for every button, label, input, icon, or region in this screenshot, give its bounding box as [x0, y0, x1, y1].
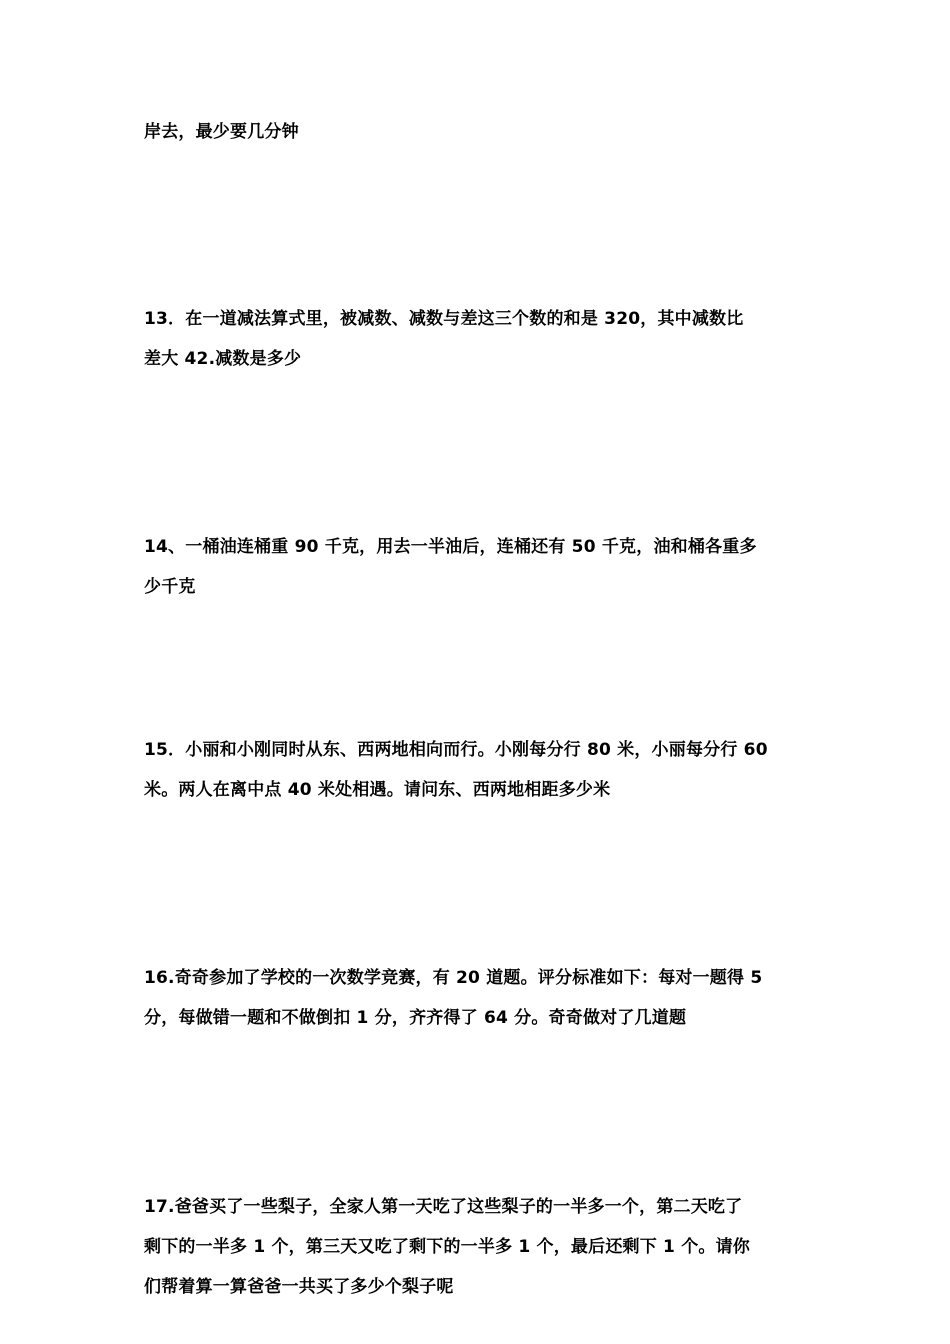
- question-text-line: 16.奇奇参加了学校的一次数学竞赛，有 20 道题。评分标准如下：每对一题得 5: [144, 968, 763, 988]
- question-text-line: 差大 42.减数是多少: [144, 349, 302, 369]
- question-text-line: 剩下的一半多 1 个，第三天又吃了剩下的一半多 1 个，最后还剩下 1 个。请你: [144, 1237, 750, 1257]
- question-text-line: 少千克: [144, 577, 196, 597]
- question-text-line: 们帮着算一算爸爸一共买了多少个梨子呢: [144, 1277, 454, 1297]
- question-text-line: 米。两人在离中点 40 米处相遇。请问东、西两地相距多少米: [144, 780, 611, 800]
- question-16: [144, 958, 814, 1038]
- question-text-line: 14、一桶油连桶重 90 千克，用去一半油后，连桶还有 50 千克，油和桶各重多: [144, 537, 757, 557]
- question-15: [144, 730, 814, 810]
- question-12-continuation: [144, 112, 814, 152]
- question-13: [144, 299, 814, 379]
- question-14: [144, 527, 814, 607]
- question-17: [144, 1187, 814, 1307]
- question-text-line: 15．小丽和小刚同时从东、西两地相向而行。小刚每分行 80 米，小丽每分行 60: [144, 740, 768, 760]
- question-text-line: 17.爸爸买了一些梨子，全家人第一天吃了这些梨子的一半多一个，第二天吃了: [144, 1197, 743, 1217]
- question-text-line: 13．在一道减法算式里，被减数、减数与差这三个数的和是 320，其中减数比: [144, 309, 744, 329]
- question-text-line: 分，每做错一题和不做倒扣 1 分，齐齐得了 64 分。奇奇做对了几道题: [144, 1008, 687, 1028]
- question-text-line: 岸去，最少要几分钟: [144, 122, 299, 142]
